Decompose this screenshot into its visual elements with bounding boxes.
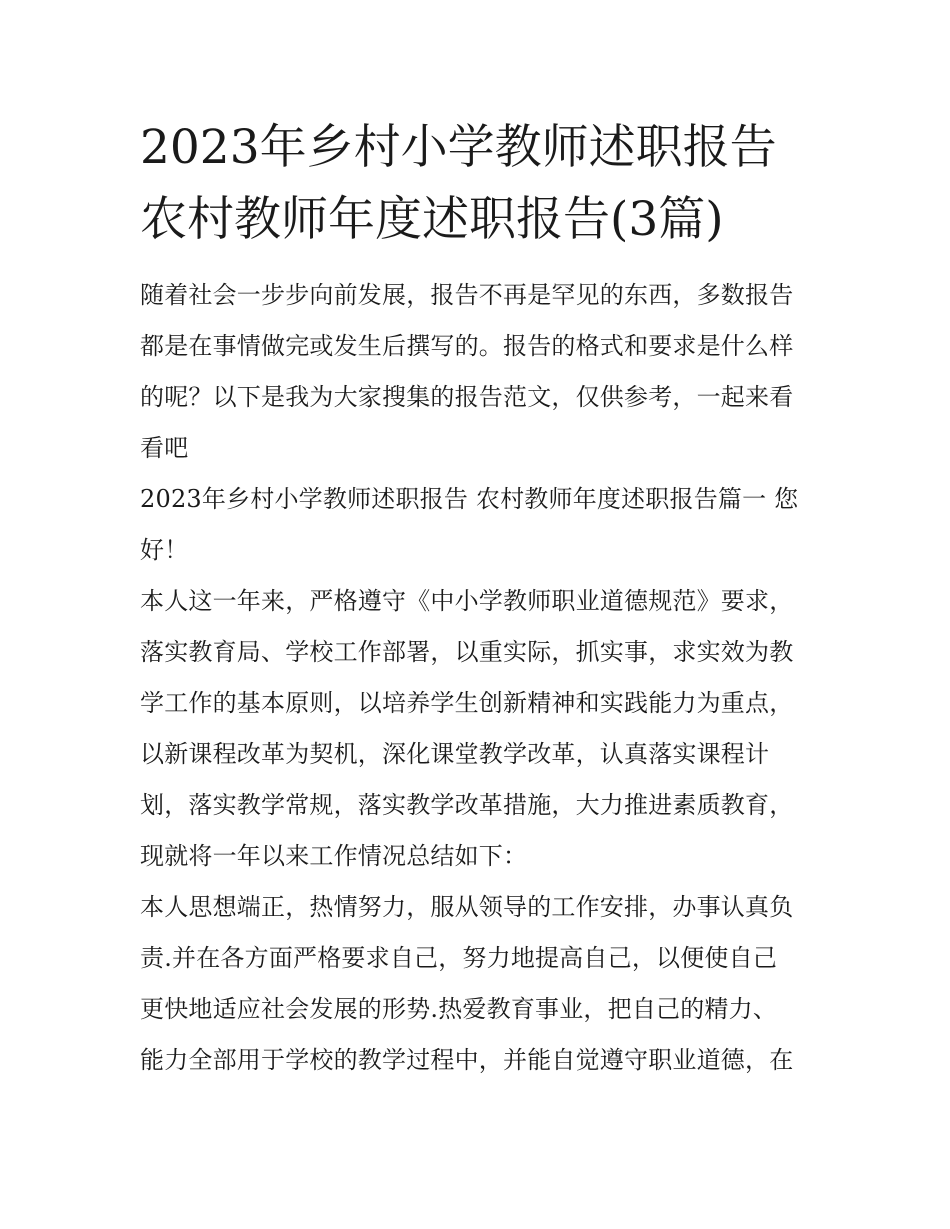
document-title — [140, 112, 816, 256]
paragraph-section-heading — [140, 474, 816, 576]
text-line: 好！ — [140, 536, 189, 564]
text-line: 2023年乡村小学教师述职报告 农村教师年度述职报告篇一 您 — [140, 485, 799, 513]
text-line: 学工作的基本原则，以培养学生创新精神和实践能力为重点， — [140, 689, 794, 717]
text-line: 现就将一年以来工作情况总结如下： — [140, 842, 528, 870]
text-line: 本人这一年来，严格遵守《中小学教师职业道德规范》要求， — [140, 587, 794, 615]
paragraph-intro — [140, 270, 816, 474]
document-body — [140, 270, 816, 1086]
text-line: 以新课程改革为契机，深化课堂教学改革，认真落实课程计 — [140, 740, 770, 768]
paragraph-overview — [140, 576, 816, 882]
paragraph-conduct — [140, 882, 816, 1086]
title-line-2: 农村教师年度述职报告(3篇) — [140, 192, 724, 247]
text-line: 能力全部用于学校的教学过程中，并能自觉遵守职业道德，在 — [140, 1046, 794, 1074]
title-line-1: 2023年乡村小学教师述职报告 — [140, 120, 777, 175]
text-line: 本人思想端正，热情努力，服从领导的工作安排，办事认真负 — [140, 893, 794, 921]
text-line: 的呢？以下是我为大家搜集的报告范文，仅供参考，一起来看 — [140, 383, 794, 411]
text-line: 落实教育局、学校工作部署，以重实际，抓实事，求实效为教 — [140, 638, 794, 666]
text-line: 责.并在各方面严格要求自己，努力地提高自己，以便使自己 — [140, 944, 778, 972]
text-line: 更快地适应社会发展的形势.热爱教育事业，把自己的精力、 — [140, 995, 778, 1023]
text-line: 都是在事情做完或发生后撰写的。报告的格式和要求是什么样 — [140, 332, 794, 360]
text-line: 随着社会一步步向前发展，报告不再是罕见的东西，多数报告 — [140, 281, 794, 309]
document-page — [140, 112, 816, 1086]
text-line: 看吧 — [140, 434, 189, 462]
text-line: 划，落实教学常规，落实教学改革措施，大力推进素质教育， — [140, 791, 794, 819]
